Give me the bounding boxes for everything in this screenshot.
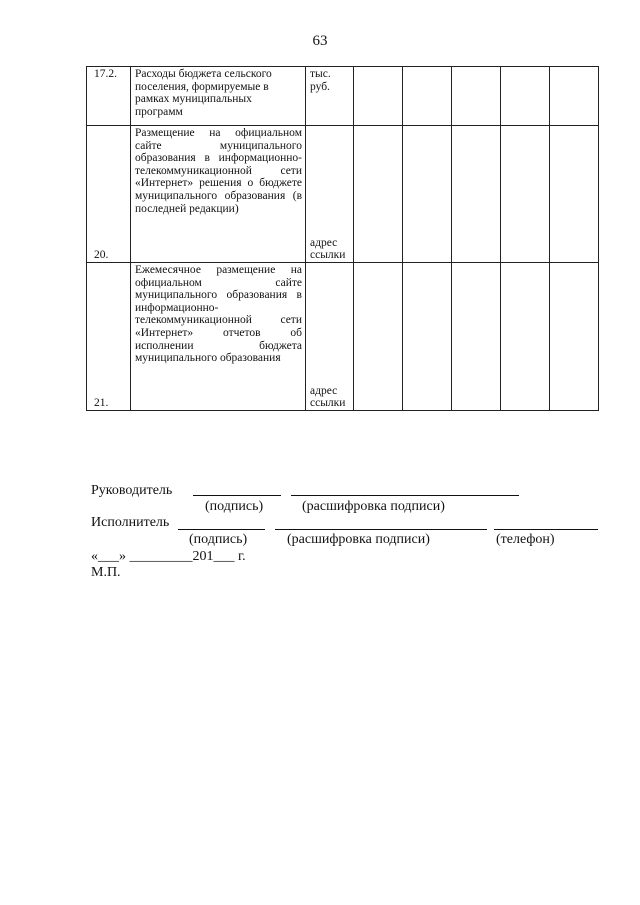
value-cell xyxy=(403,126,452,263)
row-description: Размещение на официальном сайте муниципального образования в информационно-телекоммуникационной сети «Интернет» решения о бюджете муниципального образования (в последней редакции) xyxy=(131,126,306,263)
date-line: «___» _________201___ г. xyxy=(91,549,246,564)
executor-phone-line xyxy=(494,529,598,530)
executor-label: Исполнитель xyxy=(91,515,170,530)
head-transcript-caption: (расшифровка подписи) xyxy=(302,499,445,514)
table-row xyxy=(87,126,599,263)
head-transcript-line xyxy=(291,495,519,496)
value-cell xyxy=(501,263,550,411)
value-cell xyxy=(550,67,599,126)
head-signature-line xyxy=(193,495,281,496)
value-cell xyxy=(403,67,452,126)
row-unit: адрес ссылки xyxy=(306,126,354,263)
value-cell xyxy=(550,263,599,411)
executor-transcript-line xyxy=(275,529,487,530)
value-cell xyxy=(452,263,501,411)
row-unit: тыс. руб. xyxy=(306,67,354,126)
row-description: Ежемесячное размещение на официальном сайте муниципального образования в информационно-телекоммуникационной сети «Интернет» отчетов об исполнении бюджета муниципального образования xyxy=(131,263,306,411)
page-number: 63 xyxy=(312,33,328,49)
value-cell xyxy=(354,263,403,411)
value-cell xyxy=(354,126,403,263)
executor-signature-line xyxy=(178,529,265,530)
value-cell xyxy=(501,126,550,263)
row-unit: адрес ссылки xyxy=(306,263,354,411)
value-cell xyxy=(501,67,550,126)
row-number: 20. xyxy=(87,126,131,263)
row-number: 17.2. xyxy=(87,67,131,126)
value-cell xyxy=(403,263,452,411)
head-signature-caption: (подпись) xyxy=(205,499,264,514)
executor-signature-caption: (подпись) xyxy=(189,532,248,547)
value-cell xyxy=(354,67,403,126)
table-row xyxy=(87,263,599,411)
stamp-placeholder: М.П. xyxy=(91,565,121,580)
table-row xyxy=(87,67,599,126)
executor-transcript-caption: (расшифровка подписи) xyxy=(287,532,430,547)
row-number: 21. xyxy=(87,263,131,411)
value-cell xyxy=(452,67,501,126)
row-description: Расходы бюджета сельского поселения, формируемые в рамках муниципальных программ xyxy=(131,67,306,126)
value-cell xyxy=(452,126,501,263)
head-label: Руководитель xyxy=(91,483,173,498)
value-cell xyxy=(550,126,599,263)
report-table xyxy=(86,66,599,411)
executor-phone-caption: (телефон) xyxy=(496,532,555,547)
